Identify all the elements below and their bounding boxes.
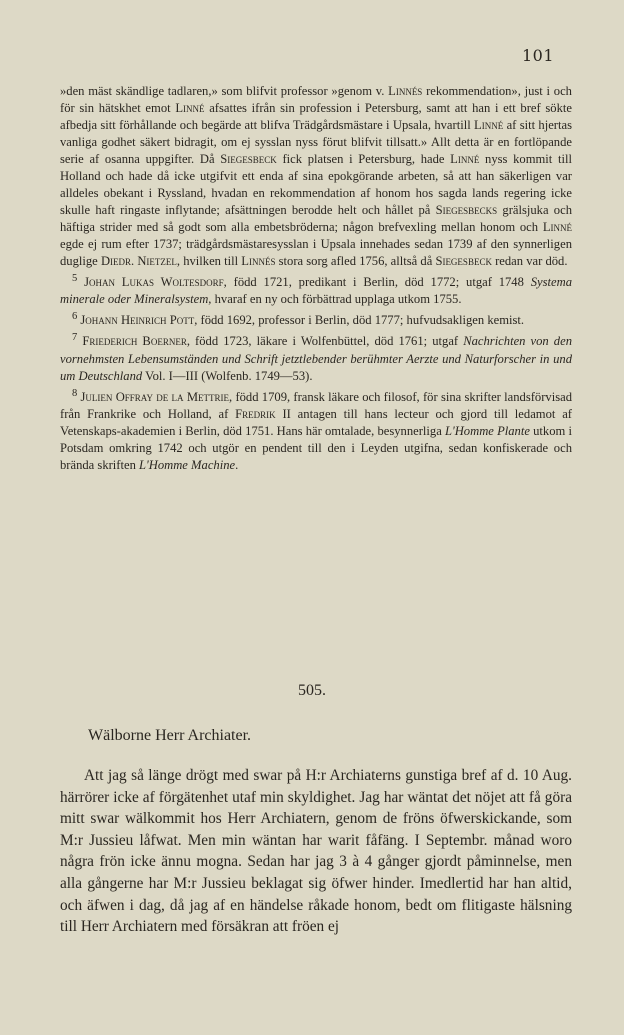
letter-number: 505.	[298, 682, 326, 699]
footnote-text: nyss kommit till Holland och hade då icke utgifvit ett enda af sina epokgörande arbeten, så att han säkerligen var alldeles obekant i Ryssland, hvadan en rekommendation af honom hos sagda lands regering icke skulle haft ringaste inflytande; afsättningen berodde helt och hållet på	[60, 152, 572, 217]
person-name: Linné	[542, 220, 572, 234]
person-name: Linné	[450, 152, 480, 166]
book-title: L'Homme Plante	[445, 423, 530, 438]
footnote-7	[60, 329, 572, 384]
footnote-text: stora sorg afled 1756, alltså då	[275, 254, 436, 268]
footnote-5	[60, 270, 572, 308]
footnote-text: , född 1709, fransk läkare och filosof, för sina skrifter landsförvisad från Frankrike och Holland, af	[60, 389, 573, 421]
footnote-text: , född 1721, predikant i Berlin, död 1772; utgaf 1748	[223, 275, 531, 290]
page-number: 101	[521, 46, 554, 65]
footnotes	[60, 83, 572, 474]
person-name: Linnés	[241, 254, 276, 268]
footnote-text: rekommendation», just i och för sin hätskhet emot	[60, 84, 572, 115]
footnote-text: II antagen till hans lecteur och gjord till ledamot af Vetenskaps-akademien i Berlin, död 1751. Hans här omtalade, besynnerliga	[60, 406, 572, 438]
footnote-number: 5	[72, 273, 78, 284]
footnote-text: , hvilken till	[176, 254, 242, 268]
book-title: L'Homme Machine	[139, 457, 236, 472]
footnote-text: redan var död.	[491, 254, 568, 268]
person-name: Siegesbeck	[435, 254, 492, 268]
person-name: Linné	[474, 118, 504, 132]
footnote-text: utkom i Potsdam omkring 1742 och utgör en pendent till den i Leyden utgifna, sedan konfiskerade och brända skriften	[60, 423, 573, 472]
person-name: Johann Heinrich Pott	[80, 313, 195, 328]
footnote-text: af sitt hjertas vanliga godhet säkert bidragit, om ej sysslan nyss förut blifvit tillsatt.» Allt detta är en fortlöpande serie af osanna uppgifter. Då	[60, 118, 572, 166]
person-name: Siegesbecks	[435, 203, 498, 217]
person-name: Linné	[175, 101, 205, 115]
footnote-text: grälsjuka och häftiga strider med så godt som alla embetsbröderna; någon brefvexling mellan honom och	[60, 203, 572, 234]
footnote-text: Vol. I—III (Wolfenb. 1749—53).	[142, 368, 313, 383]
person-name: Diedr. Nietzel	[100, 254, 177, 268]
footnote-text: afsattes ifrån sin profession i Petersburg, samt att han i ett bref sökte afbedja sitt förhållande och begärde att blifva Trädgårdsmästare i Upsala, hvartill	[60, 101, 572, 132]
footnote-8	[60, 385, 572, 474]
footnote-text: , hvaraf en ny och förbättrad upplaga utkom 1755.	[208, 292, 462, 307]
person-name: Johan Lukas Woltesdorf	[84, 275, 224, 290]
footnote-text: , född 1723, läkare i Wolfenbüttel, död 1761; utgaf	[186, 334, 464, 349]
person-name: Siegesbeck	[220, 152, 277, 166]
footnote-number: 8	[72, 387, 78, 399]
book-title: Systema minerale oder Mineralsystem	[60, 275, 572, 307]
person-name: Linnés	[388, 84, 423, 98]
footnote-text: egde ej rum efter 1737; trädgårdsmästaresysslan i Upsala innehades sedan 1739 af den synnerligen duglige	[60, 237, 572, 268]
person-name: Julien Offray de la Mettrie	[80, 389, 230, 404]
letter-salutation: Wälborne Herr Archiater.	[88, 727, 252, 744]
person-name: Fredrik	[235, 406, 276, 421]
footnote-continuation	[60, 83, 572, 270]
footnote-text: , född 1692, professor i Berlin, död 1777; hufvudsakligen kemist.	[194, 313, 525, 328]
book-title: Nachrichten von den vornehmsten Lebensumständen und Schrift jetztlebender berühmter Aerzte und Naturforscher in und um Deutschland	[60, 334, 572, 383]
footnote-text: .	[235, 457, 239, 472]
letter-body: Att jag så länge drögt med swar på H:r Archiaterns gunstiga bref af d. 10 Aug. härrörer icke af förgätenhet utaf min skyldighet. Jag har wäntat det nöjet att få göra mitt swar wälkommit hos Herr Archiatern, genom de fröns öfwerskickande, som M:r Jussieu låfwat. Men min wäntan har warit fåfäng. I Septembr. månad woro några frön icke ännu mogna. Sedan har jag 3 à 4 gånger gjordt påminnelse, men alla gångerne har M:r Jussieu beklagat sig öfwer hinder. Imedlertid har han altid, och äfwen i dag, då jag af en händelse råkade honom, bedt om flitigaste hälsning till Herr Archiatern med försäkran att fröen ej	[60, 767, 572, 936]
person-name: Friederich Boerner	[82, 334, 187, 349]
footnote-text: »den mäst skändlige tadlaren,» som blifvit professor »genom v.	[60, 84, 389, 98]
footnote-6	[60, 308, 572, 329]
footnote-text: fick platsen i Petersburg, hade	[276, 152, 451, 166]
footnote-number: 6	[72, 311, 78, 323]
footnote-number: 7	[72, 332, 78, 344]
